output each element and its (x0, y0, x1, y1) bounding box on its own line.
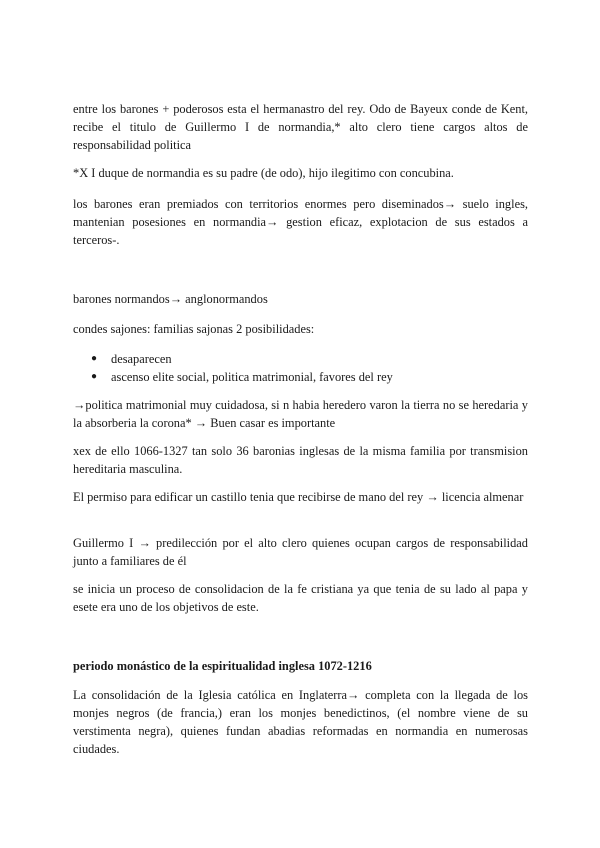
list-item-text: desaparecen (111, 352, 172, 366)
paragraph-footnote-duque: *X I duque de normandia es su padre (de odo), hijo ilegitimo con concubina. (73, 166, 454, 180)
section-heading: periodo monástico de la espiritualidad inglesa 1072-1216 (73, 659, 372, 673)
bullet-icon: ● (91, 371, 98, 382)
list-item (91, 350, 521, 368)
paragraph-fe-cristiana: se inicia un proceso de consolidacion de la fe cristiana ya que tenia de su lado al papa y esete era uno de los objetivos de este. (73, 582, 528, 614)
paragraph-baronias: xex de ello 1066-1327 tan solo 36 baronias inglesas de la misma familia por transmision hereditaria masculina. (73, 444, 528, 476)
paragraph-barones-premiados: los barones eran premiados con territorios enormes pero diseminados→ suelo ingles, mantenian posesiones en normandia→ gestion eficaz, explotacion de sus estados a terceros-. (73, 197, 528, 247)
possibilities-list (91, 350, 521, 386)
paragraph-guillermo-clero: Guillermo I → predilección por el alto clero quienes ocupan cargos de responsabilidad junto a familiares de él (73, 536, 528, 568)
list-item (91, 368, 521, 386)
paragraph-politica-matrimonial: →politica matrimonial muy cuidadosa, si n habia heredero varon la tierra no se heredaria y la absorberia la corona* → Buen casar es importante (73, 398, 528, 430)
paragraph-castillo: El permiso para edificar un castillo tenia que recibirse de mano del rey → licencia almenar (73, 490, 524, 504)
paragraph-odo-de-bayeux: entre los barones + poderosos esta el hermanastro del rey. Odo de Bayeux conde de Kent, recibe el titulo de Guillermo I de normandia,* alto clero tiene cargos altos de responsabilidad politica (73, 102, 528, 152)
paragraph-iglesia-catolica: La consolidación de la Iglesia católica en Inglaterra→ completa con la llegada de los monjes negros (de francia,) eran los monjes benedictinos, (el nombre viene de su verstimenta negra), quienes fundan abadias reformadas en normandia en numerosas ciudades. (73, 688, 528, 756)
paragraph-condes-sajones: condes sajones: familias sajonas 2 posibilidades: (73, 322, 315, 336)
list-item-text: ascenso elite social, politica matrimonial, favores del rey (111, 370, 393, 384)
bullet-icon: ● (91, 353, 98, 364)
paragraph-barones-normandos: barones normandos→ anglonormandos (73, 292, 268, 306)
